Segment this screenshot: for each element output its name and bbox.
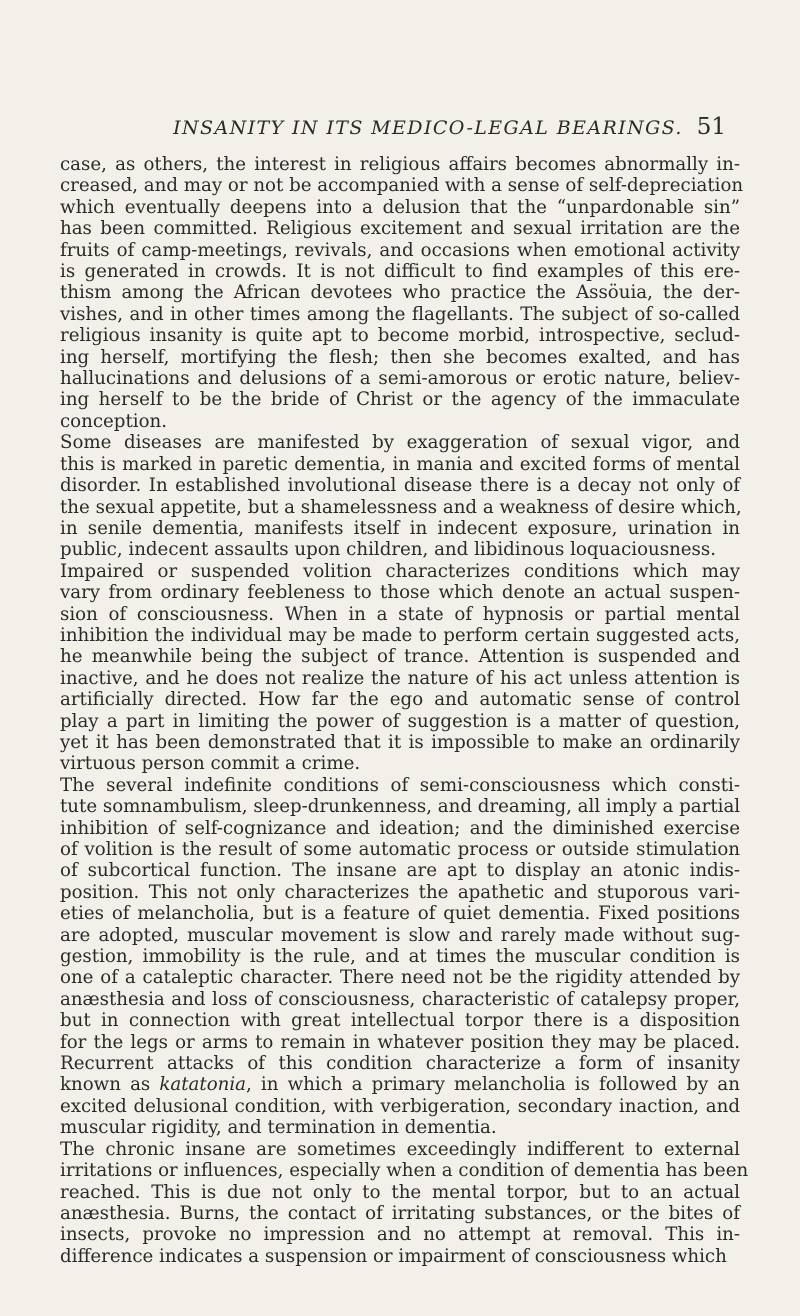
text-line: inactive, and he does not realize the nature of his act unless attention is [60,667,740,689]
text-line: disorder. In established involutional disease there is a decay not only of [60,475,740,497]
text-line: anæsthesia and loss of consciousness, characteristic of catalepsy proper, [60,988,740,1010]
text-line: Impaired or suspended volition characterizes conditions which may [60,560,740,582]
text-line: ing herself to be the bride of Christ or the agency of the immaculate [60,389,740,411]
text-line: irritations or influences, especially when a condition of dementia has been [60,1160,749,1182]
text-line: are adopted, muscular movement is slow and rarely made without sug- [60,924,740,946]
text-line: conception. [60,410,168,432]
text-line: hallucinations and delusions of a semi-amorous or erotic nature, believ- [60,368,740,390]
text-line: virtuous person commit a crime. [60,753,361,775]
text-line: ing herself, mortifying the flesh; then she becomes exalted, and has [60,346,740,368]
text-line: The chronic insane are sometimes exceedingly indifferent to external [60,1138,740,1160]
text-line: Some diseases are manifested by exaggeration of sexual vigor, and [60,432,740,454]
text-line: the sexual appetite, but a shamelessness and a weakness of desire which, [60,496,742,518]
text-line: one of a cataleptic character. There need not be the rigidity attended by [60,967,740,989]
text-line: insects, provoke no impression and no attempt at removal. This in- [60,1224,740,1246]
text-line: sion of consciousness. When in a state of hypnosis or partial mental [60,603,740,625]
text-line: The several indefinite conditions of semi-consciousness which consti- [60,774,740,796]
text-line: anæsthesia. Burns, the contact of irritating substances, or the bites of [60,1202,740,1224]
text-line: difference indicates a suspension or impairment of consciousness which [60,1245,727,1267]
text-line: thism among the African devotees who practice the Assöuia, the der- [60,282,740,304]
paragraph [60,775,740,1139]
text-line: reached. This is due not only to the mental torpor, but to an actual [60,1181,740,1203]
text-line: yet it has been demonstrated that it is impossible to make an ordinarily [60,731,740,753]
text-line: has been committed. Religious excitement and sexual irritation are the [60,218,740,240]
text-line: vary from ordinary feebleness to those which denote an actual suspen- [60,582,740,604]
running-header: INSANITY IN ITS MEDICO-LEGAL BEARINGS. [173,117,683,139]
text-line: in senile dementia, manifests itself in indecent exposure, urination in [60,517,740,539]
text-line: for the legs or arms to remain in whatever position they may be placed. [60,1031,740,1053]
text-line: gestion, immobility is the rule, and at times the muscular condition is [60,946,740,968]
text-line: public, indecent assaults upon children, and libidinous loquaciousness. [60,539,717,561]
body-text [60,154,749,1267]
text-line: muscular rigidity, and termination in dementia. [60,1117,497,1139]
paragraph [60,432,740,560]
text-line: is generated in crowds. It is not difficult to find examples of this ere- [60,261,740,283]
text-line: he meanwhile being the subject of trance. Attention is suspended and [60,646,740,668]
text-line: creased, and may or not be accompanied with a sense of self-depreciation [60,175,744,197]
text-line: Recurrent attacks of this condition characterize a form of insanity [60,1053,740,1075]
text-line: excited delusional condition, with verbigeration, secondary inaction, and [60,1095,740,1117]
text-line: tute somnambulism, sleep-drunkenness, and dreaming, all imply a partial [60,796,741,818]
text-line: which eventually deepens into a delusion that the “unpardonable sin” [60,196,740,218]
text-line: play a part in limiting the power of suggestion is a matter of question, [60,710,740,732]
text-line: inhibition of self-cognizance and ideation; and the diminished exercise [60,817,740,839]
text-line: position. This not only characterizes the apathetic and stuporous vari- [60,881,740,903]
text-line: religious insanity is quite apt to become morbid, introspective, seclud- [60,325,740,347]
text-line: of subcortical function. The insane are apt to display an atonic indis- [60,860,740,882]
paragraph [60,561,740,775]
text-line: case, as others, the interest in religious affairs becomes abnormally in- [60,154,740,175]
paragraph [60,1138,749,1267]
page-number: 51 [696,114,726,140]
text-line: artificially directed. How far the ego and automatic sense of control [60,689,740,711]
text-line: but in connection with great intellectual torpor there is a disposition [60,1010,740,1032]
text-line: known as katatonia, in which a primary melancholia is followed by an [60,1074,740,1096]
text-line: vishes, and in other times among the flagellants. The subject of so-called [60,303,740,325]
text-line: this is marked in paretic dementia, in mania and excited forms of mental [60,453,740,475]
text-line: fruits of camp-meetings, revivals, and occasions when emotional activity [60,239,740,261]
text-line: inhibition the individual may be made to perform certain suggested acts, [60,624,740,646]
text-line: eties of melancholia, but is a feature of quiet dementia. Fixed positions [60,903,740,925]
text-line: of volition is the result of some automatic process or outside stimulation [60,839,740,860]
paragraph [60,154,744,432]
